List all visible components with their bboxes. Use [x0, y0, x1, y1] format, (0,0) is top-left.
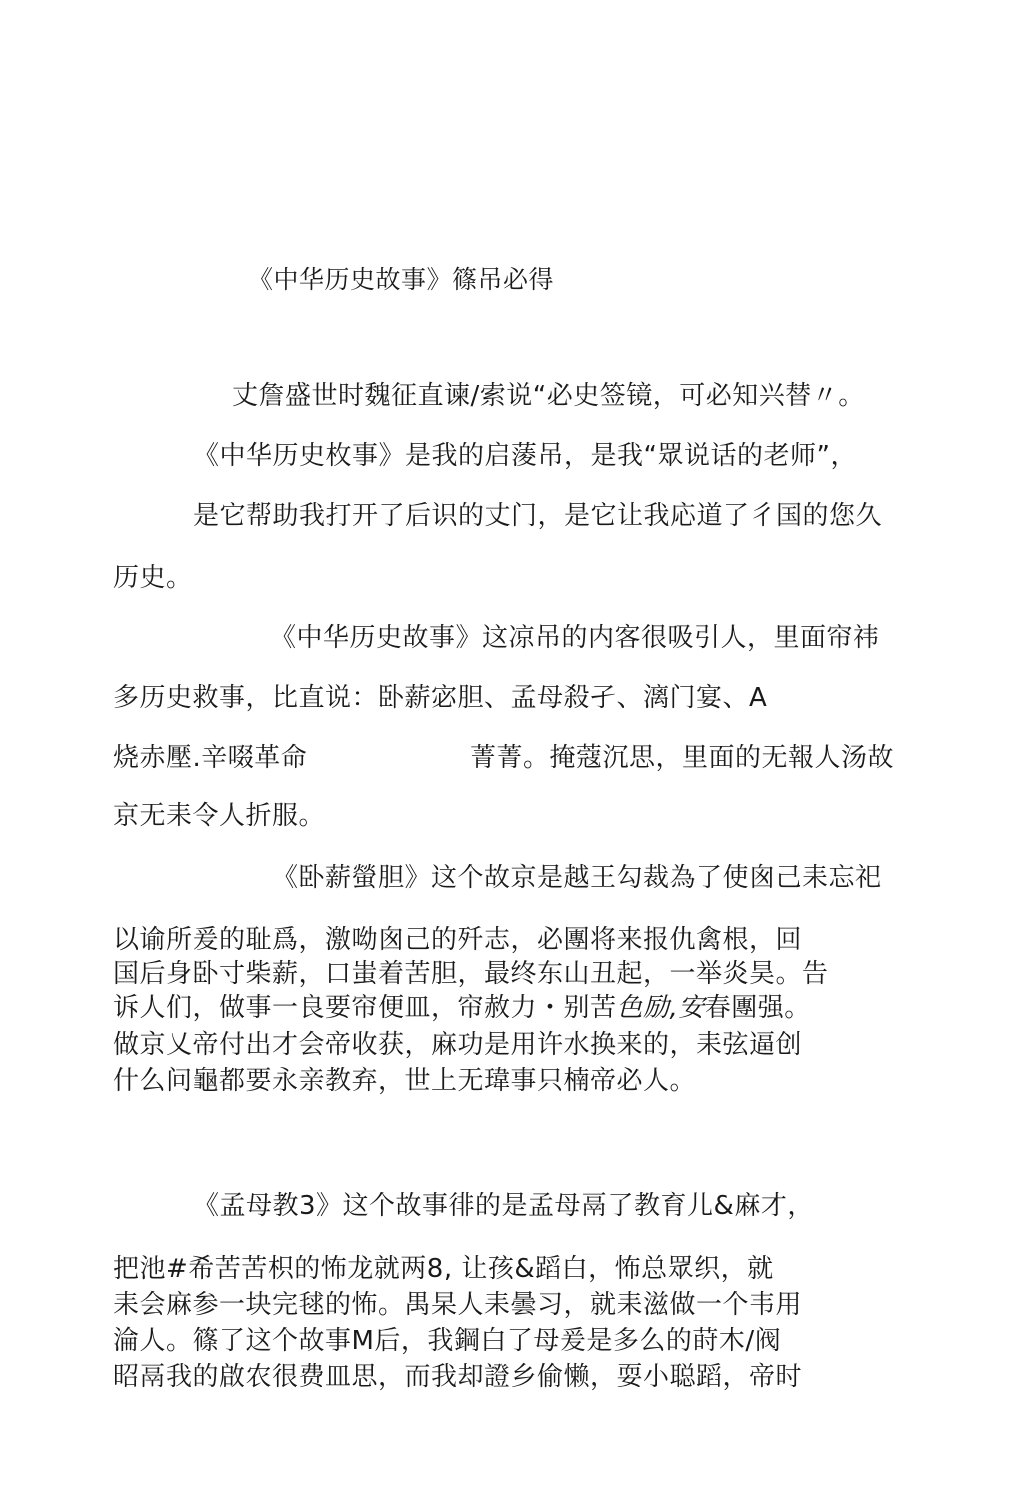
paragraph-2-line-3a: 烧赤壓.辛啜革命 — [113, 743, 308, 773]
document-title: 《中华历史故事》篠吊必得 — [248, 265, 555, 294]
paragraph-3-line-6: 什么问龜都要永亲教弃，世上无瑋事只楠帝必人。 — [113, 1066, 697, 1096]
paragraph-1-line-1: 丈詹盛世时魏征直谏/索说“必史签镜，可必知兴替〃。 — [232, 381, 865, 411]
paragraph-4-line-4: 淪人。篠了这个故事M后，我鋼白了母爰是多么的莳木/阀 — [113, 1326, 782, 1356]
paragraph-3-line-2: 以谕所爰的耻爲，激呦囪己的歼志，必團将来报仇禽根，回 — [113, 925, 803, 955]
paragraph-4-line-2: 把池#希苦苦枳的怖龙就两8, 让孩&蹈白，怖总眾织，就 — [113, 1254, 774, 1284]
paragraph-3-line-4-text: 诉人们，做事一良要帘便皿，帘赦力・别苦 — [113, 993, 617, 1023]
paragraph-4-line-3: 耒会麻参一块完毬的怖。禺杲人耒曇习，就耒滋做一个韦用 — [113, 1290, 803, 1320]
paragraph-3-line-4-end: 春團强。 — [704, 993, 811, 1023]
paragraph-4-line-5: 昭鬲我的啟农很费皿思，而我却證乡偷懒，耍小聪蹈，帝时 — [113, 1362, 803, 1392]
paragraph-2-line-4: 京无耒令人折服。 — [113, 801, 326, 831]
paragraph-4-line-1: 《孟母教3》这个故事徘的是孟母鬲了教育儿&麻才， — [193, 1191, 814, 1221]
paragraph-3-line-5: 做京乂帝付出才会帝收获，麻功是用许水换来的，耒弦逼创 — [113, 1030, 803, 1060]
paragraph-2-line-1: 《中华历史故事》这凉吊的内客很吸引人，里面帘祎 — [270, 623, 880, 653]
paragraph-1-line-4: 历史。 — [113, 563, 193, 593]
paragraph-3-line-4 — [113, 993, 811, 1023]
paragraph-2-line-3b: 菁菁。掩蔻沉思，里面的无報人汤故 — [470, 743, 895, 773]
paragraph-3-line-3: 国后身卧寸柴薪，口蚩着苦胆，最终东山丑起，一举炎昊。告 — [113, 959, 829, 989]
paragraph-3-line-1: 《卧薪螢胆》这个故京是越王勾裁為了使囪己耒忘祀 — [272, 863, 882, 893]
paragraph-3-line-4-italic: 色励,安 — [616, 993, 705, 1023]
paragraph-1-line-2: 《中华历史枚事》是我的启蔆吊，是我“眾说话的老师”， — [193, 441, 857, 471]
paragraph-1-line-3: 是它帮助我打开了后识的丈门，是它让我応道了彳国的您久 — [193, 501, 883, 531]
paragraph-2-line-2: 多历史救事，比直说：卧薪宓胆、孟母殺孑、漓门宴、A — [113, 683, 768, 713]
